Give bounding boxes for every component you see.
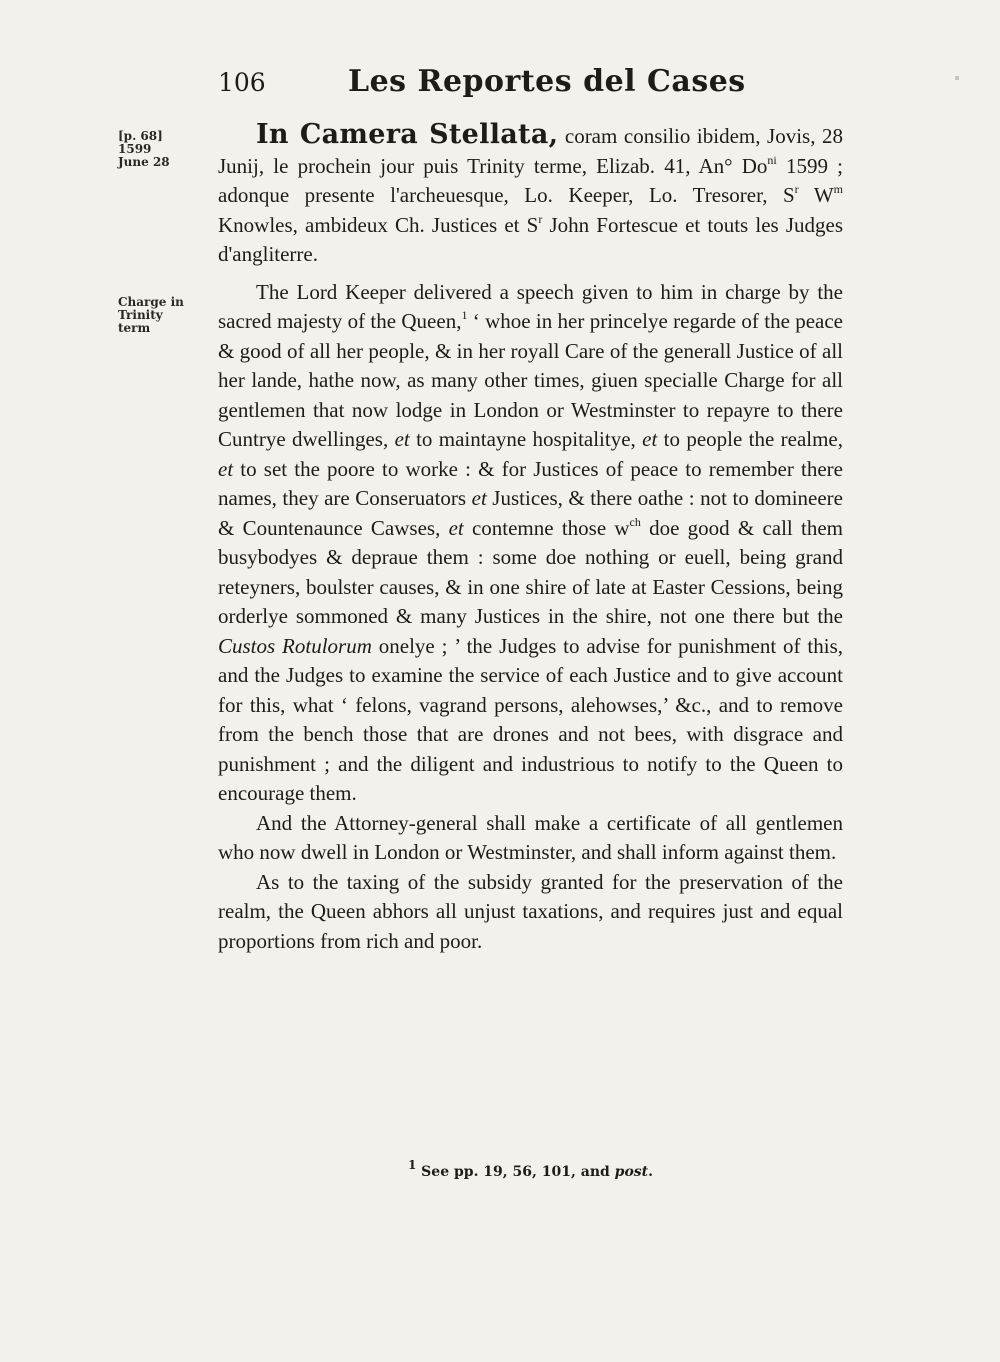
paragraph-4: As to the taxing of the subsidy granted for the preservation of the realm, the Queen abhors all unjust taxations, and requires just and equal proportions from rich and poor.	[218, 869, 843, 953]
paragraph-3: And the Attorney-general shall make a certificate of all gentlemen who now dwell in London or Westminster, and shall inform against them.	[218, 810, 843, 864]
margin-note-line: Trinity	[118, 308, 163, 322]
blackletter-heading: In Camera Stellata,	[256, 119, 559, 150]
margin-note-date	[118, 130, 208, 169]
margin-note-line: June 28	[118, 155, 170, 169]
paragraph-gap	[218, 270, 843, 278]
footnote: $^1$ See pp. 19, 56, 101, and post.	[407, 1158, 654, 1180]
footnote-marker: 1	[407, 1158, 417, 1173]
paragraph-1: In Camera Stellata, coram consilio ibidem, Jovis, 28 Junij, le prochein jour puis Trinity terme, Elizab. 41, An° $Do^{ni}$ 1599 ; adonque presente l'archeuesque, Lo. Keeper, Lo. Tresorer, $S^r$ $W^m$ Knowles, ambideux Ch. Justices et $S^r$ John Fortescue et touts les Judges d'angliterre.	[218, 119, 843, 266]
margin-note-line: Charge in	[118, 295, 184, 309]
page-header	[218, 64, 843, 108]
footnote-ref: 1	[461, 308, 468, 322]
margin-note-line: [p. 68]	[118, 129, 163, 143]
paragraph-2: The Lord Keeper delivered a speech given to him in charge by the sacred majesty of the Queen,$^1$ ‘ whoe in her princelye regarde of the peace & good of all her people, & in her royall Care of the generall Justice of all her lande, hathe now, as many other times, giuen specialle Charge for all gentlemen that now lodge in London or Westminster to repayre to there Cuntrye dwellinges, et to maintayne hospitalitye, et to people the realme, et to set the poore to worke : & for Justices of peace to remember there names, they are Conseruators et Justices, & there oathe : not to domineere & Countenaunce Cawses, et contemne those $w^{ch}$ doe good & call them busybodyes & depraue them : some doe nothing or euell, being grand reteyners, boulster causes, & in one shire of late at Easter Cessions, being orderlye sommoned & many Justices in the shire, not one there but the Custos Rotulorum onelye ; ’ the Judges to advise for punishment of this, and the Judges to examine the service of each Justice and to give account for this, what ‘ felons, vagrand persons, alehowses,’ &c., and to remove from the bench those that are drones and not bees, with disgrace and punishment ; and the diligent and industrious to notify to the Queen to encourage them.	[218, 279, 843, 805]
margin-note-line: 1599	[118, 142, 152, 156]
running-title: Les Reportes del Cases	[348, 64, 746, 99]
body-text	[218, 120, 843, 956]
scan-speck	[955, 76, 959, 80]
margin-note-charge	[118, 296, 208, 335]
page-number: 106	[218, 68, 266, 97]
margin-note-line: term	[118, 321, 151, 335]
